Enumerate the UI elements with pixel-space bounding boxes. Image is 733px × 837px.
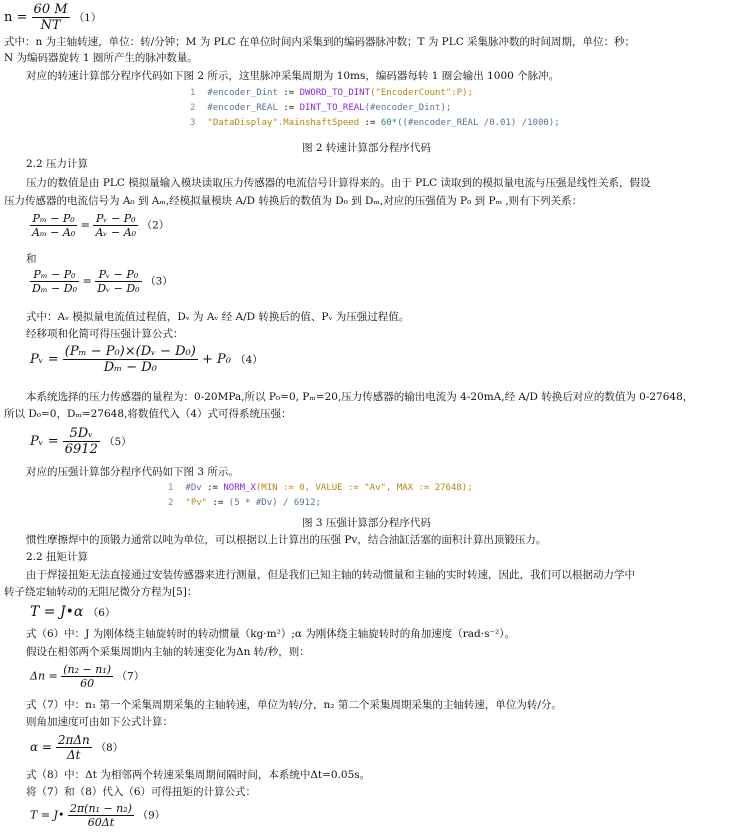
eq3-number: （3） — [145, 275, 173, 288]
para11: 假设在相邻两个采集周期内主轴的转速变化为Δn 转/秒，则： — [26, 646, 310, 658]
para6-line2: 所以 D₀=0，Dₘ=27648,将数值代入（4）式可得系统压强： — [4, 408, 292, 420]
eq4-lhs: Pᵥ = — [30, 352, 59, 367]
code-var: "DataDisplay".MainshaftSpeed — [207, 118, 360, 128]
eq2-num-right: Pᵥ − P₀ — [93, 212, 138, 226]
equation-1 — [4, 2, 101, 33]
code-op: := — [207, 498, 229, 508]
eq9-lhs: T = J• — [30, 808, 65, 822]
figure-3-caption: 图 3 压强计算部分程序代码 — [302, 517, 431, 529]
eq3-den-right: Dᵥ − D₀ — [97, 282, 140, 295]
code-line-number: 3 — [190, 118, 196, 128]
code-line-number: 2 — [190, 103, 196, 113]
eq8-numerator: 2πΔn — [57, 733, 90, 747]
eq9-number: （9） — [137, 809, 166, 822]
code-fn: DWORD_TO_DINT — [299, 88, 371, 98]
eq9-denominator: 60Δt — [87, 816, 115, 829]
eq1-denominator: NT — [40, 18, 61, 33]
eq5-numerator: 5Dᵥ — [63, 426, 100, 442]
eq9-numerator: 2π(n₁ − n₂) — [69, 802, 132, 815]
equation-8 — [30, 733, 123, 762]
para3-line2: 压力传感器的电流信号为 A₀ 到 Aₘ,经模拟量模块 A/D 转换后的数值为 D₀ 到 Dₘ,对应的压强值为 P₀ 到 Pₘ ,则有下列关系： — [4, 195, 583, 207]
equation-3: $\frac{\text{Pₘ − P₀}}{\text{Dₘ − D₀}}$ = $\frac{\text{Pᵥ − P₀}}{\text{Dᵥ − D₀}}$ （3） — [32, 268, 173, 295]
para7: 对应的压强计算部分程序代码如下图 3 所示。 — [26, 466, 239, 478]
code-op: := — [359, 118, 381, 128]
para5: 经移项和化简可得压强计算公式： — [26, 328, 184, 340]
eq4-tail: + P₀ — [201, 352, 231, 367]
code-op: := — [277, 103, 300, 113]
code-var: "Pv" — [185, 498, 208, 508]
eq5-number: （5） — [104, 436, 132, 448]
code-line-number: 1 — [190, 88, 196, 98]
eq5-denominator: 6912 — [64, 442, 98, 457]
para9-line2: 转子绕定轴转动的无阻尼微分方程为[5]： — [4, 586, 198, 598]
code-var: #Dv — [185, 483, 202, 493]
code-args: ("EncoderCount":P); — [370, 88, 473, 98]
code-line — [190, 101, 560, 116]
eq2-num-left: Pₘ − P₀ — [30, 212, 77, 226]
para3-line1: 压力的数值是由 PLC 模拟量输入模块读取压力传感器的电流信号计算得来的。由于 PLC 读取到的模拟量电流与压强是线性关系，假设 — [26, 177, 651, 189]
code-fn: NORM_X — [223, 483, 256, 493]
eq3-num-right: Pᵥ − P₀ — [95, 268, 141, 282]
eq7-numerator: (n₂ − n₁) — [63, 663, 112, 676]
para4: 式中：Aᵥ 模拟量电流值过程值，Dᵥ 为 Aᵥ 经 A/D 转换后的值、Pᵥ 为压强过程值。 — [26, 311, 410, 323]
code-fn: (5 * #Dv) — [228, 498, 278, 508]
code-line-number: 1 — [168, 483, 174, 493]
eq1-numerator: 60 M — [33, 2, 68, 17]
code-fn: 60* — [380, 118, 398, 128]
code-args: (MIN := 0, VALUE := "Av", MAX := 27648); — [255, 483, 473, 493]
para2: 对应的转速计算部分程序代码如下图 2 所示，这里脉冲采集周期为 10ms，编码器每转 1 圈会输出 1000 个脉冲。 — [26, 70, 560, 82]
code-var: #encoder_Dint — [207, 88, 278, 98]
code-var: #encoder_REAL — [207, 103, 278, 113]
figure-2-caption: 图 2 转速计算部分程序代码 — [302, 142, 431, 154]
equation-5 — [30, 426, 132, 457]
para9-line1: 由于焊接扭矩无法直接通过安装传感器来进行测量，但是我们已知主轴的转动惯量和主轴的实时转速，因此，我们可以根据动力学中 — [26, 569, 635, 581]
code-args: (#encoder_Dint); — [364, 103, 452, 113]
eq1-number: （1） — [73, 12, 102, 24]
para1-line2: N 为编码器旋转 1 圈所产生的脉冲数量。 — [4, 52, 198, 64]
eq7-number: （7） — [116, 670, 145, 683]
eq2-den-left: Aₘ − A₀ — [32, 226, 76, 239]
eq4-numerator: (Pₘ − P₀)×(Dᵥ − D₀) — [64, 344, 196, 359]
code-args: ((#encoder_REAL /0.01) /1000); — [397, 118, 560, 128]
eq6-number: （6） — [87, 607, 116, 619]
eq4-number: （4） — [235, 354, 263, 366]
equation-9 — [30, 802, 165, 829]
code-line — [168, 496, 473, 511]
para8: 惯性摩擦焊中的顶锻力通常以吨为单位，可以根据以上计算出的压强 Pv，结合油缸活塞的面积计算出顶锻压力。 — [26, 534, 547, 546]
code-line — [190, 116, 560, 131]
eq2-den-right: Aᵥ − A₀ — [95, 226, 137, 239]
para13: 则角加速度可由如下公式计算： — [26, 716, 173, 728]
code-args: / 6912; — [277, 498, 321, 508]
and-word: 和 — [26, 253, 37, 265]
para15: 将（7）和（8）代入（6）可得扭矩的计算公式： — [26, 786, 257, 798]
code-line-number: 2 — [168, 498, 174, 508]
eq4-denominator: Dₘ − D₀ — [103, 360, 157, 375]
equation-6 — [30, 604, 115, 620]
code-block-speed — [190, 86, 560, 131]
eq7-lhs: Δn = — [30, 669, 58, 683]
para12: 式（7）中：n₁ 第一个采集周期采集的主轴转速，单位为转/分，n₂ 第二个采集周期采集的主轴转速，单位为转/分。 — [26, 699, 562, 711]
section-2-2-torque: 2.2 扭矩计算 — [26, 551, 89, 563]
code-op: := — [201, 483, 224, 493]
eq7-denominator: 60 — [80, 677, 95, 690]
para10: 式（6）中：J 为刚体绕主轴旋转时的转动惯量（kg·m²）;α 为刚体绕主轴旋转时的角加速度（rad·s⁻²）。 — [26, 628, 516, 640]
code-line — [168, 481, 473, 496]
code-line — [190, 86, 560, 101]
code-op: := — [277, 88, 300, 98]
equation-4 — [30, 344, 263, 375]
eq8-denominator: Δt — [67, 748, 81, 762]
equation-2: $\frac{\text{Pₘ − P₀}}{\text{Aₘ − A₀}}$ = $\frac{\text{Pᵥ − P₀}}{\text{Aᵥ − A₀}}$ （2） — [32, 212, 170, 239]
para6-line1: 本系统选择的压力传感器的量程为：0-20MPa,所以 P₀=0, Pₘ=20,压力传感器的输出电流为 4-20mA,经 A/D 转换后对应的数值为 0-27648， — [26, 391, 694, 403]
eq8-lhs: α = — [30, 740, 52, 754]
eq3-den-left: Dₘ − D₀ — [32, 282, 78, 295]
para1-line1: 式中：n 为主轴转速，单位：转/分钟；M 为 PLC 在单位时间内采集到的编码器脉冲数；T 为 PLC 采集脉冲数的时间周期，单位：秒； — [4, 36, 636, 48]
eq3-num-left: Pₘ − P₀ — [30, 268, 79, 282]
code-block-pressure — [168, 481, 473, 511]
para14: 式（8）中：Δt 为相邻两个转速采集周期间隔时间，本系统中Δt=0.05s。 — [26, 769, 371, 781]
eq5-lhs: Pᵥ = — [30, 434, 59, 449]
eq2-number: （2） — [141, 219, 170, 232]
eq8-number: （8） — [95, 742, 124, 754]
eq6-expression: T = J•α — [30, 604, 84, 620]
equation-7 — [30, 663, 144, 690]
eq1-lhs: n = — [4, 10, 28, 25]
code-fn: DINT_TO_REAL — [299, 103, 365, 113]
section-2-2-pressure: 2.2 压力计算 — [26, 158, 89, 170]
